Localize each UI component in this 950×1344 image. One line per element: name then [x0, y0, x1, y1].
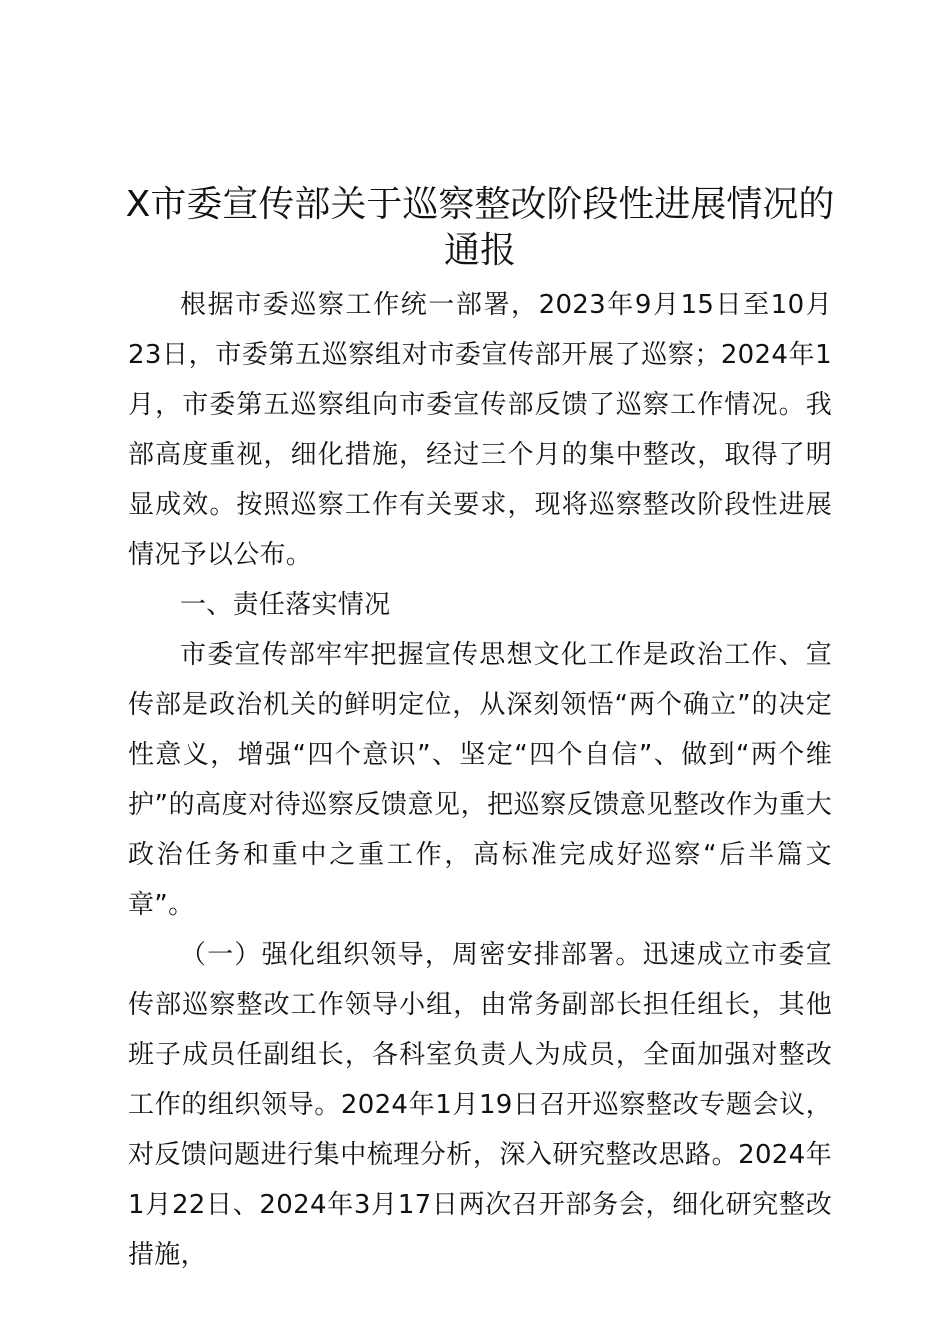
title-block [125, 182, 835, 274]
document-title: X市委宣传部关于巡察整改阶段性进展情况的通报 [125, 184, 835, 271]
paragraph-organization: （一）强化组织领导，周密安排部署。迅速成立市委宣传部巡察整改工作领导小组，由常务副部长担任组长，其他班子成员任副组长，各科室负责人为成员，全面加强对整改工作的组织领导。2024年1月19日召开巡察整改专题会议，对反馈问题进行集中梳理分析，深入研究整改思路。2024年1月22日、2024年3月17日两次召开部务会，细化研究整改措施， [128, 940, 832, 1270]
paragraph-responsibility: 市委宣传部牢牢把握宣传思想文化工作是政治工作、宣传部是政治机关的鲜明定位，从深刻领悟“两个确立”的决定性意义，增强“四个意识”、坚定“四个自信”、做到“两个维护”的高度对待巡察反馈意见，把巡察反馈意见整改作为重大政治任务和重中之重工作，高标准完成好巡察“后半篇文章”。 [128, 640, 832, 920]
section-heading-responsibility: 一、责任落实情况 [180, 590, 391, 620]
document-page [125, 150, 835, 1280]
paragraph-intro: 根据市委巡察工作统一部署，2023年9月15日至10月23日，市委第五巡察组对市委宣传部开展了巡察；2024年1月，市委第五巡察组向市委宣传部反馈了巡察工作情况。我部高度重视，细化措施，经过三个月的集中整改，取得了明显成效。按照巡察工作有关要求，现将巡察整改阶段性进展情况予以公布。 [128, 290, 832, 570]
